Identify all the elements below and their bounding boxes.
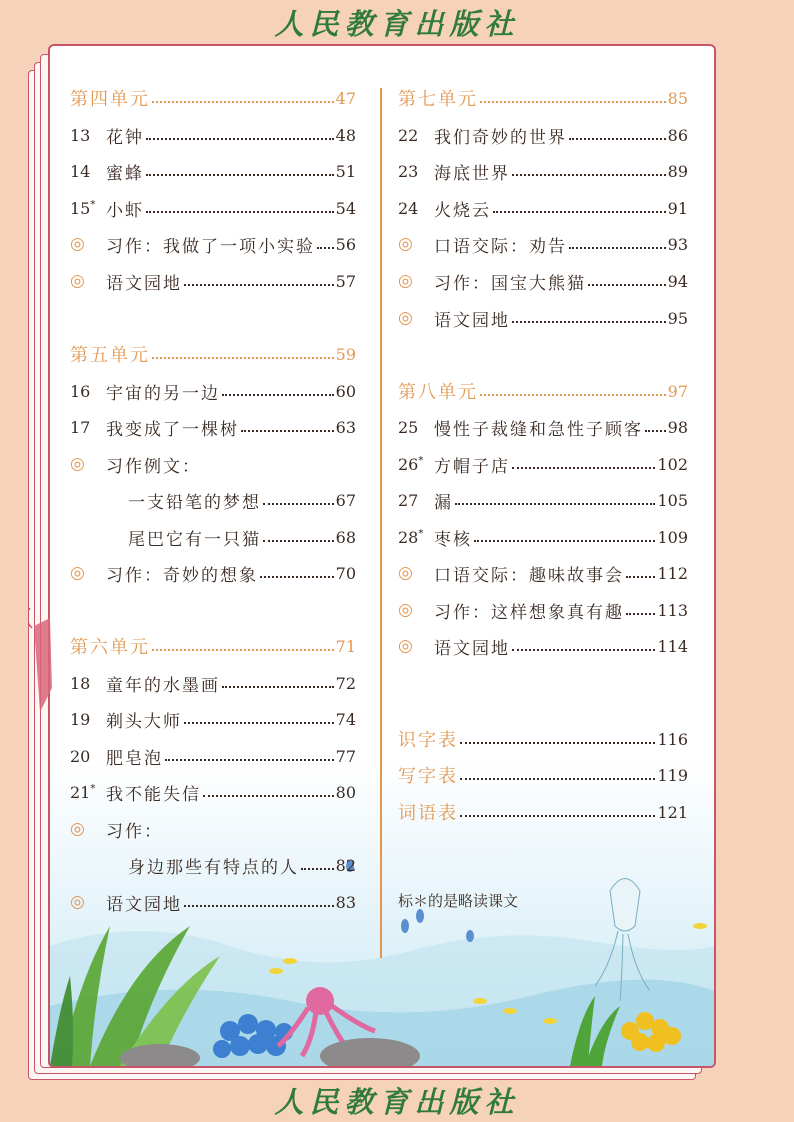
lesson-number: 17 xyxy=(70,417,91,437)
entry-title: 慢性子裁缝和急性子顾客 xyxy=(434,419,643,440)
toc-entry[interactable] xyxy=(70,815,356,843)
entry-title: 童年的水墨画 xyxy=(106,675,220,696)
page-number: 54 xyxy=(335,198,356,218)
page-number: 59 xyxy=(335,344,356,364)
page-number: 105 xyxy=(657,490,688,510)
circle-bullet-icon: ◎ xyxy=(398,234,413,254)
dot-leader xyxy=(480,101,666,103)
toc-entry[interactable] xyxy=(70,486,356,514)
unit-heading[interactable] xyxy=(70,340,356,368)
page-number: 67 xyxy=(335,490,356,510)
entry-title: 蜜蜂 xyxy=(106,163,144,184)
dot-leader xyxy=(460,778,655,780)
entry-title: 口语交际：趣味故事会 xyxy=(434,565,624,586)
toc-entry[interactable] xyxy=(70,121,356,149)
optional-reading-star: * xyxy=(90,783,96,795)
page-number: 93 xyxy=(667,234,688,254)
toc-entry[interactable] xyxy=(398,157,688,185)
entry-title: 第七单元 xyxy=(398,89,478,110)
circle-bullet-icon: ◎ xyxy=(70,271,85,291)
glossary-entry[interactable] xyxy=(398,798,688,826)
entry-title: 第四单元 xyxy=(70,89,150,110)
dot-leader xyxy=(588,284,666,286)
toc-entry[interactable] xyxy=(398,632,688,660)
page-number: 51 xyxy=(335,161,356,181)
dot-leader xyxy=(512,649,655,651)
unit-heading[interactable] xyxy=(398,84,688,112)
lesson-number: 15* xyxy=(70,198,96,218)
lesson-number: 27 xyxy=(398,490,419,510)
page-number: 119 xyxy=(657,765,688,785)
footnote: 标＊的是略读课文 xyxy=(398,892,519,910)
entry-title: 语文园地 xyxy=(106,894,182,915)
dot-leader xyxy=(626,613,655,615)
dot-leader xyxy=(260,576,334,578)
lesson-number: 16 xyxy=(70,381,91,401)
dot-leader xyxy=(184,905,334,907)
toc-entry[interactable] xyxy=(70,888,356,916)
entry-title: 方帽子店 xyxy=(434,456,510,477)
dot-leader xyxy=(184,722,334,724)
lesson-number: 22 xyxy=(398,125,419,145)
toc-entry[interactable] xyxy=(398,121,688,149)
page-number: 83 xyxy=(335,892,356,912)
lesson-number: 13 xyxy=(70,125,91,145)
page-number: 98 xyxy=(667,417,688,437)
lesson-number: 21* xyxy=(70,782,96,802)
circle-bullet-icon: ◎ xyxy=(70,892,85,912)
page-number: 109 xyxy=(657,527,688,547)
bookmark-ribbon xyxy=(28,608,58,718)
entry-title: 枣核 xyxy=(434,529,472,550)
page-number: 86 xyxy=(667,125,688,145)
toc-entry[interactable] xyxy=(70,194,356,222)
toc-entry[interactable] xyxy=(70,267,356,295)
page-number: 114 xyxy=(657,636,688,656)
dot-leader xyxy=(460,815,655,817)
entry-title: 词语表 xyxy=(398,803,458,824)
dot-leader xyxy=(203,795,334,797)
toc-entry[interactable] xyxy=(70,157,356,185)
page-number: 95 xyxy=(667,308,688,328)
entry-title: 识字表 xyxy=(398,730,458,751)
page-number: 97 xyxy=(667,381,688,401)
lesson-number: 18 xyxy=(70,673,91,693)
toc-entry[interactable] xyxy=(70,851,356,879)
toc-entry[interactable] xyxy=(70,742,356,770)
page-number: 102 xyxy=(657,454,688,474)
glossary-entry[interactable] xyxy=(398,725,688,753)
lesson-number: 24 xyxy=(398,198,419,218)
circle-bullet-icon: ◎ xyxy=(398,308,413,328)
page-number: 68 xyxy=(335,527,356,547)
toc-entry[interactable] xyxy=(398,230,688,258)
page-number: 116 xyxy=(657,729,688,749)
lesson-number: 23 xyxy=(398,161,419,181)
page-number: 112 xyxy=(657,563,688,583)
toc-entry[interactable] xyxy=(398,596,688,624)
entry-title: 习作：奇妙的想象 xyxy=(106,565,258,586)
dot-leader xyxy=(460,742,655,744)
toc-entry[interactable] xyxy=(398,486,688,514)
toc-entry[interactable] xyxy=(70,778,356,806)
page-number: 72 xyxy=(335,673,356,693)
page-number: 91 xyxy=(667,198,688,218)
page-number: 56 xyxy=(335,234,356,254)
toc-entry[interactable] xyxy=(70,450,356,478)
entry-title: 一支铅笔的梦想 xyxy=(128,492,261,513)
toc-entry[interactable] xyxy=(398,450,688,478)
toc-entry[interactable] xyxy=(398,304,688,332)
entry-title: 写字表 xyxy=(398,766,458,787)
page-number: 74 xyxy=(335,709,356,729)
entry-title: 身边那些有特点的人 xyxy=(128,857,299,878)
entry-title: 第五单元 xyxy=(70,345,150,366)
dot-leader xyxy=(152,357,334,359)
page-number: 121 xyxy=(657,802,688,822)
circle-bullet-icon: ◎ xyxy=(70,454,85,474)
toc-entry[interactable] xyxy=(70,230,356,258)
page-number: 48 xyxy=(335,125,356,145)
page-number: 85 xyxy=(667,88,688,108)
entry-title: 尾巴它有一只猫 xyxy=(128,529,261,550)
dot-leader xyxy=(146,138,334,140)
entry-title: 宇宙的另一边 xyxy=(106,383,220,404)
page-number: 63 xyxy=(335,417,356,437)
toc-entry[interactable] xyxy=(398,194,688,222)
dot-leader xyxy=(222,394,334,396)
dot-leader xyxy=(146,211,334,213)
dot-leader xyxy=(455,503,655,505)
optional-reading-star: * xyxy=(90,199,96,211)
circle-bullet-icon: ◎ xyxy=(398,563,413,583)
toc-entry[interactable] xyxy=(70,559,356,587)
circle-bullet-icon: ◎ xyxy=(398,636,413,656)
dot-leader xyxy=(263,503,334,505)
dot-leader xyxy=(301,868,334,870)
page-number: 71 xyxy=(335,636,356,656)
lesson-number: 20 xyxy=(70,746,91,766)
dot-leader xyxy=(152,101,334,103)
page-number: 60 xyxy=(335,381,356,401)
circle-bullet-icon: ◎ xyxy=(398,600,413,620)
entry-title: 我变成了一棵树 xyxy=(106,419,239,440)
glossary-entry[interactable] xyxy=(398,761,688,789)
page-number: 80 xyxy=(335,782,356,802)
dot-leader xyxy=(184,284,334,286)
circle-bullet-icon: ◎ xyxy=(70,234,85,254)
dot-leader xyxy=(474,540,655,542)
publisher-logo-bottom: 人民教育出版社 xyxy=(274,1085,520,1119)
optional-reading-star: * xyxy=(418,455,424,467)
toc-entry[interactable] xyxy=(398,559,688,587)
page-number: 70 xyxy=(335,563,356,583)
dot-leader xyxy=(569,247,666,249)
toc-page xyxy=(48,44,716,1068)
entry-title: 语文园地 xyxy=(434,310,510,331)
entry-title: 习作：我做了一项小实验 xyxy=(106,236,315,257)
dot-leader xyxy=(146,174,334,176)
dot-leader xyxy=(569,138,666,140)
toc-entry[interactable] xyxy=(398,413,688,441)
page-number: 77 xyxy=(335,746,356,766)
entry-title: 习作例文： xyxy=(106,456,201,477)
dot-leader xyxy=(480,394,666,396)
entry-title: 口语交际：劝告 xyxy=(434,236,567,257)
page-number: 47 xyxy=(335,88,356,108)
circle-bullet-icon: ◎ xyxy=(70,563,85,583)
dot-leader xyxy=(152,649,334,651)
dot-leader xyxy=(512,467,655,469)
page-number: 89 xyxy=(667,161,688,181)
unit-heading[interactable] xyxy=(70,632,356,660)
entry-title: 我们奇妙的世界 xyxy=(434,127,567,148)
lesson-number: 25 xyxy=(398,417,419,437)
entry-title: 第八单元 xyxy=(398,382,478,403)
entry-title: 习作：这样想象真有趣 xyxy=(434,602,624,623)
page-number: 82 xyxy=(335,855,356,875)
entry-title: 语文园地 xyxy=(106,273,182,294)
dot-leader xyxy=(241,430,334,432)
circle-bullet-icon: ◎ xyxy=(398,271,413,291)
toc-entry[interactable] xyxy=(398,267,688,295)
entry-title: 第六单元 xyxy=(70,637,150,658)
dot-leader xyxy=(512,174,666,176)
entry-title: 海底世界 xyxy=(434,163,510,184)
entry-title: 花钟 xyxy=(106,127,144,148)
dot-leader xyxy=(165,759,334,761)
dot-leader xyxy=(317,247,334,249)
lesson-number: 28* xyxy=(398,527,424,547)
dot-leader xyxy=(626,576,655,578)
column-divider xyxy=(380,88,382,958)
toc-entry[interactable] xyxy=(398,523,688,551)
lesson-number: 19 xyxy=(70,709,91,729)
toc-entry[interactable] xyxy=(70,669,356,697)
entry-title: 小虾 xyxy=(106,200,144,221)
optional-reading-star: * xyxy=(418,528,424,540)
dot-leader xyxy=(222,686,334,688)
unit-heading[interactable] xyxy=(398,377,688,405)
unit-heading[interactable] xyxy=(70,84,356,112)
dot-leader xyxy=(493,211,666,213)
entry-title: 火烧云 xyxy=(434,200,491,221)
page-number: 57 xyxy=(335,271,356,291)
dot-leader xyxy=(645,430,666,432)
entry-title: 剃头大师 xyxy=(106,711,182,732)
toc-entry[interactable] xyxy=(70,377,356,405)
circle-bullet-icon: ◎ xyxy=(70,819,85,839)
page-number: 94 xyxy=(667,271,688,291)
lesson-number: 26* xyxy=(398,454,424,474)
dot-leader xyxy=(512,321,666,323)
toc-entry[interactable] xyxy=(70,523,356,551)
lesson-number: 14 xyxy=(70,161,91,181)
toc-entry[interactable] xyxy=(70,705,356,733)
entry-title: 语文园地 xyxy=(434,638,510,659)
entry-title: 漏 xyxy=(434,492,453,513)
entry-title: 我不能失信 xyxy=(106,784,201,805)
dot-leader xyxy=(263,540,334,542)
entry-title: 习作：国宝大熊猫 xyxy=(434,273,586,294)
publisher-logo-top: 人民教育出版社 xyxy=(274,7,520,41)
entry-title: 习作： xyxy=(106,821,163,842)
toc-entry[interactable] xyxy=(70,413,356,441)
page-number: 113 xyxy=(657,600,688,620)
entry-title: 肥皂泡 xyxy=(106,748,163,769)
